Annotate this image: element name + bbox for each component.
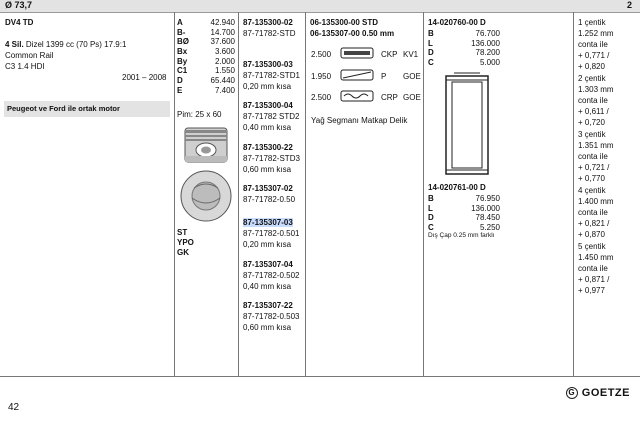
liner-note: Dış Çap 0.25 mm farklı: [428, 232, 495, 239]
dimension-row: BØ 37.600: [177, 37, 235, 47]
ring-type: CKP: [381, 50, 398, 59]
vehicle-name: C3 1.4 HDI: [5, 62, 45, 71]
piston-code: 87-135300-02: [243, 18, 293, 27]
liner-row: C 5.250: [428, 222, 500, 232]
piston-sub: 87-71782 STD2: [243, 112, 300, 121]
ring-oil-icon: [340, 89, 374, 105]
piston-code: [243, 217, 300, 228]
column-divider: [573, 12, 574, 376]
dimension-row: E 7.400: [177, 85, 235, 95]
dimension-row: By 2.000: [177, 56, 235, 66]
ring-size: 2.500: [311, 93, 332, 102]
piston-code: 87-135300-04: [243, 101, 293, 110]
piston-entry: [243, 259, 300, 301]
piston-size: 0,20 mm kısa: [243, 81, 292, 91]
pin-size: Pim: 25 x 60: [177, 110, 222, 119]
piston-code: 87-135307-22: [243, 301, 293, 310]
code-gk: GK: [177, 248, 189, 257]
piston-code-selected[interactable]: 87-135307-03: [243, 218, 293, 227]
liner-row: C 5.000: [428, 57, 500, 67]
notch-entry: 5 çentik 1.450 mm conta ile + 0,871 / + 0,977: [578, 242, 614, 295]
liner-entry: [428, 17, 500, 66]
dimension-row: C1 1.550: [177, 66, 235, 76]
liner-entry: [428, 182, 500, 231]
goetze-logo-icon: G: [566, 387, 578, 399]
ring-extra: GOE: [403, 93, 421, 102]
dimension-row: B- 14.700: [177, 27, 235, 37]
piston-size: 0,40 mm kısa: [243, 281, 292, 291]
ring-type: CRP: [381, 93, 398, 102]
page-index: 2: [626, 0, 632, 10]
piston-sub: 87-71782-STD3: [243, 153, 300, 163]
column-divider: [423, 12, 424, 376]
piston-sub: 87-71782-0.503: [243, 312, 300, 321]
notch-entry: 2 çentik 1.303 mm conta ile + 0,611 / + 0,720: [578, 74, 614, 127]
ring-extra: KV1: [403, 50, 419, 59]
notch-entry: 1 çentik 1.252 mm conta ile + 0,771 / + 0,820: [578, 18, 614, 71]
notch-list: [578, 17, 614, 297]
dimension-row: D 65.440: [177, 76, 235, 86]
engine-model: DV4 TD: [5, 18, 34, 27]
liner-row: D 78.200: [428, 48, 500, 57]
column-divider: [238, 12, 239, 376]
header-bar: [0, 0, 640, 13]
column-divider: [305, 12, 306, 376]
piston-code: 87-135300-03: [243, 59, 293, 69]
liner-row: L 136.000: [428, 38, 500, 48]
liner-row: D 78.450: [428, 213, 500, 222]
ring-set-code: 06-135300-00 STD: [310, 18, 379, 27]
code-st: ST: [177, 228, 188, 237]
notch-entry: 4 çentik 1.400 mm conta ile + 0,821 / + 0,870: [578, 186, 614, 239]
piston-size: 0,40 mm kısa: [243, 123, 292, 132]
piston-sub: 87-71782-0.501: [243, 229, 300, 238]
oil-ring-note: Yağ Segmanı Matkap Delik: [311, 116, 408, 125]
piston-entry: [243, 142, 300, 184]
bore-title: Ø 73,7: [5, 0, 33, 10]
piston-entry: [243, 59, 300, 101]
piston-sub: 87-71782-STD1: [243, 70, 300, 80]
ring-set-code: 06-135307-00 0.50 mm: [310, 29, 395, 38]
piston-entry: [243, 100, 300, 142]
piston-side-image: [180, 122, 232, 168]
piston-code: 87-135300-22: [243, 142, 293, 152]
dimension-list: [177, 17, 235, 95]
ring-extra: GOE: [403, 72, 421, 81]
engine-type: Common Rail: [5, 51, 54, 60]
vehicle-years: 2001 – 2008: [122, 73, 167, 82]
column-divider: [174, 12, 175, 376]
brand-logo: G GOETZE: [566, 387, 630, 399]
piston-sub: 87-71782-STD: [243, 29, 296, 38]
liner-code: 14-020760-00 D: [428, 18, 486, 27]
piston-entry: [243, 217, 300, 259]
piston-code: 87-135307-02: [243, 184, 293, 193]
liner-row: B 76.950: [428, 194, 500, 203]
ring-size: 2.500: [311, 50, 332, 59]
liner-row: B 76.700: [428, 29, 500, 38]
liner-row: L 136.000: [428, 203, 500, 213]
piston-sub: 87-71782-0.50: [243, 195, 296, 204]
piston-size: 0,60 mm kısa: [243, 323, 292, 332]
piston-entry: [243, 17, 300, 59]
piston-list: [243, 17, 300, 342]
engine-spec: 4 Sil. Dizel 1399 cc (70 Ps) 17.9:1: [5, 40, 127, 49]
piston-entry: [243, 300, 300, 342]
piston-size: 0,60 mm kısa: [243, 164, 292, 174]
piston-code: 87-135307-04: [243, 259, 293, 269]
code-ypo: YPO: [177, 238, 194, 247]
table-bottom-line: [0, 376, 640, 377]
liner-drawing: [444, 72, 490, 178]
piston-top-image: [178, 168, 234, 224]
ring-scraper-icon: [340, 68, 374, 84]
piston-sub: 87-71782-0.502: [243, 270, 300, 280]
ring-size: 1.950: [311, 72, 332, 81]
piston-entry: [243, 183, 300, 217]
page-number: 42: [8, 402, 20, 413]
dimension-row: A 42.940: [177, 18, 235, 27]
shared-engine-note: Peugeot ve Ford ile ortak motor: [4, 101, 170, 117]
piston-size: 0,20 mm kısa: [243, 240, 292, 249]
notch-entry: 3 çentik 1.351 mm conta ile + 0,721 / + 0,770: [578, 130, 614, 183]
dimension-row: Bx 3.600: [177, 47, 235, 57]
liner-code: 14-020761-00 D: [428, 183, 486, 192]
ring-type: P: [381, 72, 387, 81]
ring-compression-icon: [340, 46, 374, 62]
